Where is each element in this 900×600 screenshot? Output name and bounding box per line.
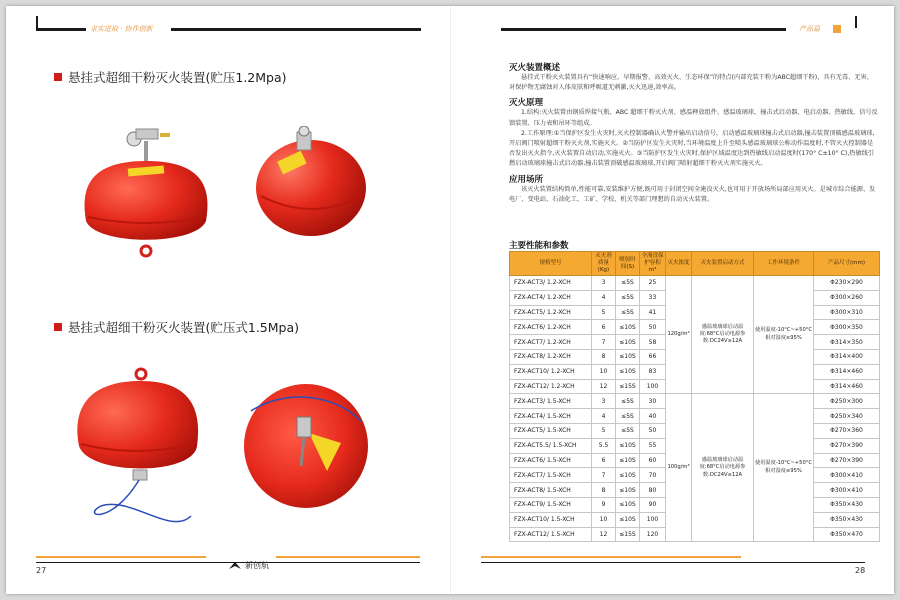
cell-size: Φ270×390 (814, 438, 880, 453)
cell-volume: 66 (640, 349, 666, 364)
cell-volume: 60 (640, 453, 666, 468)
application-heading: 应用场所 (509, 174, 544, 185)
header-model: 规格型号 (510, 252, 592, 276)
cell-mass: 8 (592, 483, 616, 498)
cell-environment: 使用温度-10°C~+50°C相对湿度≤95% (754, 276, 814, 394)
cell-model: FZX-ACT9/ 1.5-XCH (510, 497, 592, 512)
page-number-right: 28 (855, 566, 866, 575)
header-accent (833, 25, 841, 33)
extinguisher-2-bottom-image (241, 381, 371, 511)
header-concentration: 灭火浓度 (666, 252, 692, 276)
text-column (509, 58, 879, 205)
cell-mass: 10 (592, 364, 616, 379)
cell-volume: 25 (640, 276, 666, 291)
left-page (6, 6, 450, 594)
cell-mass: 7 (592, 335, 616, 350)
header-tick (36, 16, 38, 28)
extinguisher-2-front-image (71, 366, 201, 531)
slogan: 求实进取 · 协作创新 (90, 25, 153, 33)
cell-model: FZX-ACT7/ 1.5-XCH (510, 468, 592, 483)
header-start-mode: 灭火装置启动方式 (692, 252, 754, 276)
cell-size: Φ270×360 (814, 423, 880, 438)
application-text: 该灭火装置结构简单,性能可靠,安装维护方便,既可用于封闭空间全淹没灭火,也可用于开放场所局部应用灭火。是城市综合能源、发电厂、变电站、石油化工、工矿、学校、机关等部门理想的自动灭火装置。 (509, 185, 876, 203)
cell-size: Φ350×430 (814, 512, 880, 527)
cell-time: ≤10S (616, 364, 640, 379)
cell-time: ≤5S (616, 276, 640, 291)
cell-concentration: 120g/m³ (666, 276, 692, 394)
title-square-icon (54, 323, 62, 331)
cell-size: Φ350×430 (814, 497, 880, 512)
cell-mass: 6 (592, 453, 616, 468)
cell-size: Φ314×400 (814, 349, 880, 364)
cell-volume: 70 (640, 468, 666, 483)
section-title-1: 悬挂式超细干粉灭火装置(贮压1.2Mpa) (54, 68, 287, 86)
principle-heading: 灭火原理 (509, 98, 544, 109)
cell-size: Φ300×410 (814, 483, 880, 498)
section-title-2: 悬挂式超细干粉灭火装置(贮压式1.5Mpa) (54, 318, 299, 336)
cell-size: Φ350×470 (814, 527, 880, 542)
table-body (510, 276, 880, 542)
cell-mass: 5.5 (592, 438, 616, 453)
cell-time: ≤10S (616, 335, 640, 350)
header-tick (855, 16, 857, 28)
cell-model: FZX-ACT10/ 1.2-XCH (510, 364, 592, 379)
title-square-icon (54, 73, 62, 81)
brochure-spread (6, 6, 894, 594)
page-number-left: 27 (36, 566, 47, 575)
cell-time: ≤5S (616, 409, 640, 424)
cell-model: FZX-ACT12/ 1.2-XCH (510, 379, 592, 394)
cell-volume: 50 (640, 320, 666, 335)
cell-model: FZX-ACT3/ 1.2-XCH (510, 276, 592, 291)
header-volume: 全淹没保护容积m³ (640, 252, 666, 276)
cell-mass: 10 (592, 512, 616, 527)
table-row (510, 394, 880, 409)
logo-text: 新创航 (245, 561, 269, 570)
cell-model: FZX-ACT5.5/ 1.5-XCH (510, 438, 592, 453)
cell-mass: 4 (592, 290, 616, 305)
cell-start-mode: 感温玻璃球启动温度:68°C启动电源参数:DC24V≥12A (692, 394, 754, 542)
cell-environment: 使用温度-10°C~+50°C相对湿度≤95% (754, 394, 814, 542)
cell-mass: 8 (592, 349, 616, 364)
logo-wing-icon (228, 561, 242, 571)
header-environment: 工作环境条件 (754, 252, 814, 276)
cell-volume: 80 (640, 483, 666, 498)
cell-model: FZX-ACT6/ 1.2-XCH (510, 320, 592, 335)
cell-volume: 100 (640, 379, 666, 394)
cell-model: FZX-ACT8/ 1.5-XCH (510, 483, 592, 498)
right-page (450, 6, 894, 594)
footer-accent (481, 556, 741, 558)
cell-volume: 58 (640, 335, 666, 350)
header-mass: 灭火剂质量(Kg) (592, 252, 616, 276)
cell-size: Φ300×350 (814, 320, 880, 335)
cell-time: ≤10S (616, 453, 640, 468)
cell-time: ≤10S (616, 320, 640, 335)
cell-volume: 120 (640, 527, 666, 542)
cell-volume: 33 (640, 290, 666, 305)
overview-text: 悬挂式干粉灭火装置具有“快速响应、早期报警、高效灭火、生态环保”的特点(内部充装干粉为ABC超细干粉)，具有无毒、无害、对保护物无腐蚀对人体皮肤和呼吸道无刺激,灭火迅速,效率高。 (509, 74, 873, 92)
cell-model: FZX-ACT4/ 1.2-XCH (510, 290, 592, 305)
cell-time: ≤10S (616, 349, 640, 364)
cell-size: Φ314×460 (814, 379, 880, 394)
cell-time: ≤10S (616, 512, 640, 527)
cell-volume: 100 (640, 512, 666, 527)
specs-table-wrap (509, 251, 879, 542)
cell-size: Φ314×350 (814, 335, 880, 350)
table-header-row (510, 252, 880, 276)
cell-model: FZX-ACT12/ 1.5-XCH (510, 527, 592, 542)
cell-volume: 40 (640, 409, 666, 424)
principle-structure-text: 1.结构:灭火装置由钢质焊接气瓶、ABC 超细干粉灭火剂、感温释放组件、感温玻璃球、撞击式启动器、电启动器、热敏线、信号反馈装置、压力表和吊环等组成。 (509, 109, 878, 127)
cell-size: Φ314×460 (814, 364, 880, 379)
cell-size: Φ300×310 (814, 305, 880, 320)
cell-mass: 9 (592, 497, 616, 512)
header-bar-right (171, 28, 421, 31)
cell-model: FZX-ACT8/ 1.2-XCH (510, 349, 592, 364)
cell-size: Φ300×410 (814, 468, 880, 483)
cell-model: FZX-ACT6/ 1.5-XCH (510, 453, 592, 468)
table-row (510, 276, 880, 291)
cell-time: ≤10S (616, 483, 640, 498)
extinguisher-1-side-image (251, 126, 371, 246)
cell-mass: 12 (592, 527, 616, 542)
category-label: 产品篇 (799, 25, 820, 33)
specs-table (509, 251, 880, 542)
cell-size: Φ230×290 (814, 276, 880, 291)
footer-accent-left (36, 556, 206, 558)
cell-volume: 30 (640, 394, 666, 409)
overview-heading: 灭火装置概述 (509, 63, 561, 73)
cell-mass: 3 (592, 276, 616, 291)
cell-mass: 7 (592, 468, 616, 483)
cell-time: ≤10S (616, 468, 640, 483)
cell-mass: 5 (592, 423, 616, 438)
cell-model: FZX-ACT5/ 1.5-XCH (510, 423, 592, 438)
cell-time: ≤10S (616, 438, 640, 453)
principle-working-text: 2.工作原理:①当保护区发生火灾时,灭火控制器确认火警并输出启动信号，启动感温玻璃球撞击式启动器,撞击装置顶破感温玻璃球,开启阀门喷射超细干粉灭火剂,实施灭火。②当防护区发生火灾时,当环境温度上升至喷头感温玻璃球公称动作温度时,不管灭火控制器是否发出灭火指令,灭火装置自动启动,实施灭火。③当防护区发生火灾时,保护区域温度达到热敏线启动温度时(170° C±10° C),热敏线引燃启动玻璃球撞击式启动器,撞击装置顶破感温玻璃球,开启阀门喷射超细干粉灭火剂实施灭火。 (509, 129, 875, 168)
header-bar-left (36, 28, 86, 31)
cell-model: FZX-ACT7/ 1.2-XCH (510, 335, 592, 350)
header-spray-time: 喷射时间(S) (616, 252, 640, 276)
cell-mass: 3 (592, 394, 616, 409)
cell-size: Φ270×390 (814, 453, 880, 468)
cell-model: FZX-ACT5/ 1.2-XCH (510, 305, 592, 320)
cell-volume: 83 (640, 364, 666, 379)
cell-model: FZX-ACT4/ 1.5-XCH (510, 409, 592, 424)
cell-time: ≤5S (616, 305, 640, 320)
header-bar (501, 28, 786, 31)
cell-size: Φ250×340 (814, 409, 880, 424)
cell-size: Φ250×300 (814, 394, 880, 409)
cell-concentration: 100g/m³ (666, 394, 692, 542)
cell-mass: 4 (592, 409, 616, 424)
company-logo (228, 560, 269, 571)
cell-model: FZX-ACT10/ 1.5-XCH (510, 512, 592, 527)
cell-time: ≤5S (616, 290, 640, 305)
cell-time: ≤10S (616, 497, 640, 512)
cell-time: ≤5S (616, 394, 640, 409)
footer-line (481, 562, 865, 563)
cell-model: FZX-ACT3/ 1.5-XCH (510, 394, 592, 409)
cell-mass: 5 (592, 305, 616, 320)
header-size: 产品尺寸(mm) (814, 252, 880, 276)
cell-mass: 12 (592, 379, 616, 394)
footer-accent-right (276, 556, 420, 558)
cell-volume: 55 (640, 438, 666, 453)
cell-size: Φ300×260 (814, 290, 880, 305)
cell-mass: 6 (592, 320, 616, 335)
cell-time: ≤15S (616, 379, 640, 394)
cell-time: ≤15S (616, 527, 640, 542)
cell-time: ≤5S (616, 423, 640, 438)
specs-heading: 主要性能和参数 (509, 241, 569, 251)
cell-volume: 90 (640, 497, 666, 512)
cell-volume: 41 (640, 305, 666, 320)
cell-volume: 50 (640, 423, 666, 438)
extinguisher-1-front-image (76, 121, 216, 271)
cell-start-mode: 感温玻璃球启动温度:68°C启动电源参数:DC24V≥12A (692, 276, 754, 394)
